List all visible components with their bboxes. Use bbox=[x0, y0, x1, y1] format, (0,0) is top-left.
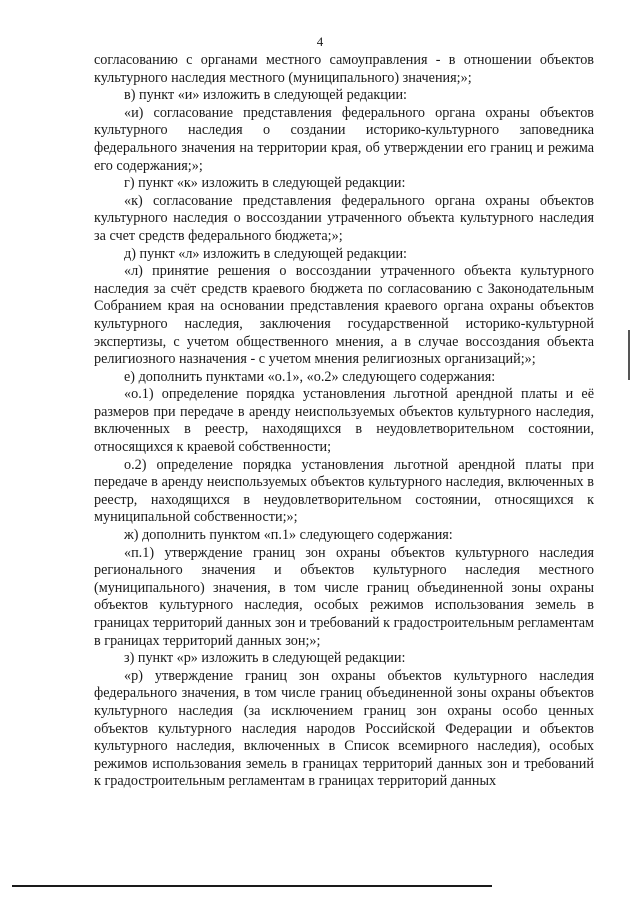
page-number: 4 bbox=[316, 34, 324, 49]
paragraph: в) пункт «и» изложить в следующей редакции: bbox=[124, 87, 407, 104]
paragraph: г) пункт «к» изложить в следующей редакции: bbox=[124, 175, 406, 192]
scan-artifact-mark bbox=[628, 330, 630, 380]
paragraph: з) пункт «р» изложить в следующей редакции: bbox=[124, 650, 406, 667]
paragraph: д) пункт «л» изложить в следующей редакции: bbox=[124, 245, 408, 262]
paragraph: е) дополнить пунктами «о.1», «о.2» следующего содержания: bbox=[124, 368, 496, 385]
paragraph: «р) утверждение границ зон охраны объектов культурного наследия федерального значения, в том числе границ объединенной зоны охраны объектов культурного наследия (за исключением границ зон охраны особо ценных объектов культурного наследия народов Российской Федерации и объектов культурного наследия, включенных в Список всемирного наследия), особых режимов использования земель в границах территорий данных зон и требований к градостроительным регламентам в границах территорий данных bbox=[94, 667, 594, 790]
scan-edge-line bbox=[12, 885, 492, 887]
paragraph: «к) согласование представления федерального органа охраны объектов культурного наследия о воссоздании утраченного объекта культурного наследия за счет средств федерального бюджета;»; bbox=[94, 192, 594, 244]
paragraph: «л) принятие решения о воссоздании утраченного объекта культурного наследия за счёт средств краевого бюджета по согласованию с Законодательным Собранием края на основании представления краевого органа охраны объектов культурного наследия, заключения государственной историко-культурной экспертизы, с учетом общественного мнения, а в случае воссоздания объекта религиозного назначения - с учетом мнения религиозных организаций;»; bbox=[94, 263, 594, 368]
paragraph: согласованию с органами местного самоуправления - в отношении объектов культурного наследия местного (муниципального) значения;»; bbox=[94, 52, 594, 86]
paragraph: ж) дополнить пунктом «п.1» следующего содержания: bbox=[124, 527, 453, 544]
paragraph: «о.1) определение порядка установления льготной арендной платы и её размеров при передаче в аренду неиспользуемых объектов культурного наследия, включенных в реестр, находящихся в неудовлетворительном состоянии, относящихся к краевой собственности; bbox=[94, 386, 594, 456]
paragraph: о.2) определение порядка установления льготной арендной платы при передаче в аренду неиспользуемых объектов культурного наследия, включенных в реестр, находящихся в неудовлетворительном состоянии, относящихся к муниципальной собственности;»; bbox=[94, 456, 594, 526]
paragraph: «и) согласование представления федерального органа охраны объектов культурного наследия о создании историко-культурного заповедника федерального значения на территории края, об утверждении его границ и режима его содержания;»; bbox=[94, 104, 594, 174]
document-body bbox=[94, 52, 594, 791]
paragraph: «п.1) утверждение границ зон охраны объектов культурного наследия регионального значения и объектов культурного наследия местного (муниципального) значения, в том числе границ объединенной зоны охраны объектов культурного наследия, особых режимов использования земель в границах территорий данных зон и требований к градостроительным регламентам в границах территорий данных зон;»; bbox=[94, 544, 594, 649]
